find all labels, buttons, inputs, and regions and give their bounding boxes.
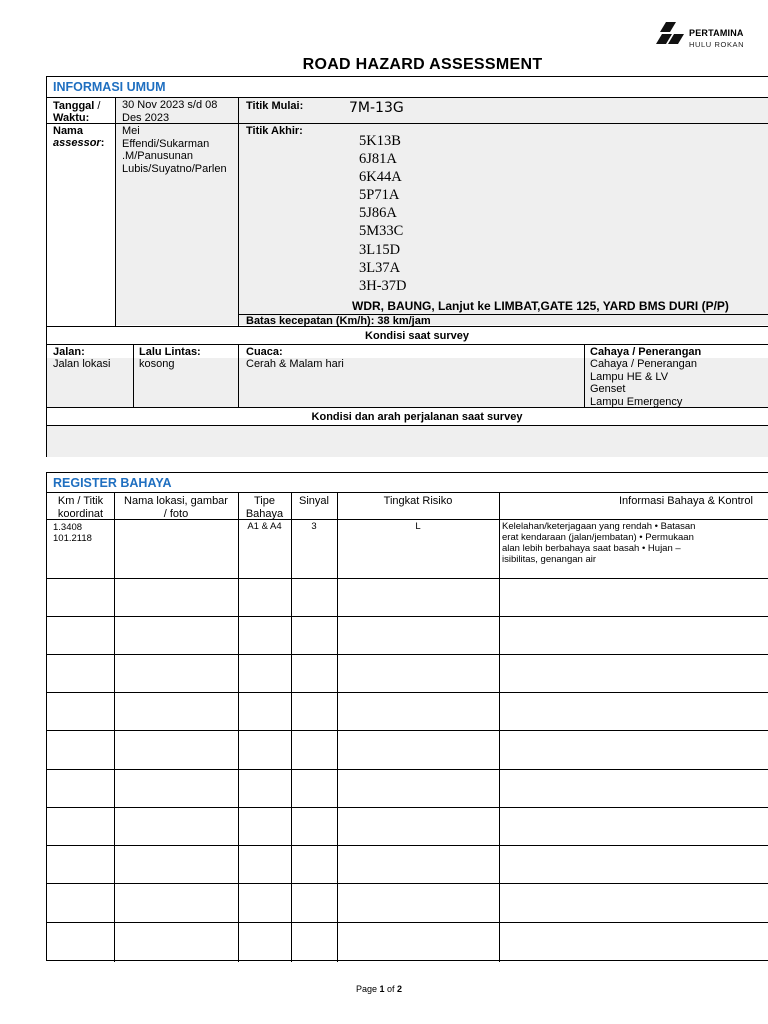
register-heading: REGISTER BAHAYA (53, 476, 172, 490)
col-header-nama: Nama lokasi, gambar / foto (124, 495, 228, 520)
col-header-tipe: Tipe Bahaya (245, 495, 284, 520)
row1-risiko: L (415, 521, 421, 532)
batas-kecepatan: Batas kecepatan (Km/h): 38 km/jam (246, 315, 431, 327)
page-title: ROAD HAZARD ASSESSMENT (302, 56, 543, 73)
kondisi-heading: Kondisi saat survey (365, 330, 469, 342)
titik-mulai-value: 7M-13G (349, 100, 404, 116)
company-logo (656, 22, 766, 52)
jalan-label: Jalan: (53, 346, 85, 358)
col-header-sinyal: Sinyal (299, 495, 329, 507)
row1-tipe: A1 & A4 (247, 521, 282, 532)
cahaya-label: Cahaya / Penerangan (590, 346, 702, 358)
col-header-km: Km / Titik koordinat (57, 495, 104, 520)
nama-assessor-value: Mei Effendi/Sukarman .M/Panusunan Lubis/Suyatno/Parlen (122, 125, 227, 175)
logo-brand: PERTAMINA (689, 28, 744, 38)
pertamina-logo-icon (656, 22, 686, 44)
col-header-risiko: Tingkat Risiko (383, 495, 453, 507)
logo-sub: HULU ROKAN (689, 40, 745, 49)
titik-mulai-label: Titik Mulai: (246, 100, 304, 112)
cahaya-values: Cahaya / Penerangan Lampu HE & LV Genset Lampu Emergency (590, 358, 698, 408)
titik-akhir-label: Titik Akhir: (246, 125, 303, 137)
cuaca-label: Cuaca: (246, 346, 283, 358)
route-text: WDR, BAUNG, Lanjut ke LIMBAT,GATE 125, YARD BMS DURI (P/P) (352, 299, 729, 313)
col-header-info: Informasi Bahaya & Kontrol (619, 495, 753, 507)
arah-heading: Kondisi dan arah perjalanan saat survey (311, 411, 523, 423)
page-number: Page 1 of 2 (355, 984, 403, 994)
lalu-lintas-value: kosong (139, 358, 175, 370)
tanggal-label: Tanggal / Waktu: (53, 100, 101, 124)
tanggal-value: 30 Nov 2023 s/d 08 Des 2023 (122, 99, 218, 124)
register-section (46, 472, 768, 961)
info-heading: INFORMASI UMUM (53, 80, 166, 94)
row1-info: Kelelahan/keterjagaan yang rendah • Batasan erat kendaraan (jalan/jembatan) • Permukaan alan lebih berbahaya saat basah • Hujan – isibilitas, genangan air (502, 521, 696, 565)
row1-sinyal: 3 (311, 521, 317, 532)
titik-akhir-values: 5K13B 6J81A 6K44A 5P71A 5J86A 5M33C 3L15D 3L37A 3H-37D (359, 133, 407, 294)
lalu-lintas-label: Lalu Lintas: (139, 346, 201, 358)
nama-assessor-label: Nama assessor: (53, 125, 105, 149)
row1-km: 1.3408 101.2118 (53, 522, 92, 544)
jalan-value: Jalan lokasi (53, 358, 111, 370)
cuaca-value: Cerah & Malam hari (246, 358, 344, 370)
info-section (46, 76, 768, 457)
